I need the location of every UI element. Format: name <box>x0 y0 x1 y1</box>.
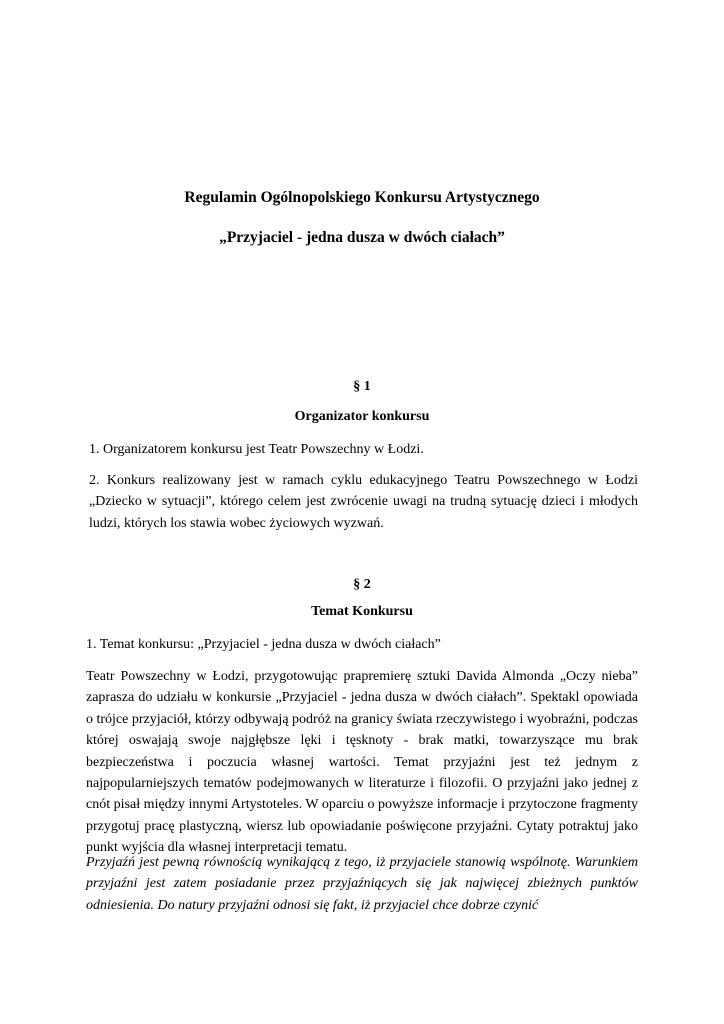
section-2-heading: Temat Konkursu <box>311 604 413 619</box>
section-1-paragraph-1: 1. Organizatorem konkursu jest Teatr Powszechny w Łodzi. <box>89 442 424 457</box>
section-2-quote: Przyjaźń jest pewną równością wynikającą z tego, iż przyjaciele stanowią wspólnotę. Warunkiem przyjaźni jest zatem posiadanie przez przyjaźniących się jak najwięcej zbieżnych punktów odniesienia. Do natury przyjaźni odnosi się fakt, iż przyjaciel chce dobrze czynić <box>86 855 638 913</box>
section-2-symbol: § 2 <box>353 577 371 592</box>
section-1-heading: Organizator konkursu <box>294 409 430 424</box>
section-1-symbol: § 1 <box>353 379 371 394</box>
section-2-paragraph-1: 1. Temat konkursu: „Przyjaciel - jedna dusza w dwóch ciałach” <box>86 637 441 652</box>
section-1-paragraph-2: 2. Konkurs realizowany jest w ramach cyklu edukacyjnego Teatru Powszechnego w Łodzi „Dziecko w sytuacji”, którego celem jest zwrócenie uwagi na trudną sytuację dzieci i młodych ludzi, których los stawia wobec życiowych wyzwań. <box>89 473 638 531</box>
document-subtitle: „Przyjaciel - jedna dusza w dwóch ciałach” <box>219 229 505 246</box>
section-2-paragraph-2: Teatr Powszechny w Łodzi, przygotowując prapremierę sztuki Davida Almonda „Oczy nieba” zaprasza do udziału w konkursie „Przyjaciel - jedna dusza w dwóch ciałach”. Spektakl opowiada o trójce przyjaciół, którzy odbywają podróż na granicy świata rzeczywistego i wyobraźni, podczas której oswajają swoje najgłębsze lęki i tęsknoty - brak matki, towarzyszące mu brak bezpieczeństwa i poczucia własnej wartości. Temat przyjaźni jest też jednym z najpopularniejszych tematów podejmowanych w literaturze i filozofii. O przyjaźni jako jednej z cnót pisał między innymi Artystoteles. W oparciu o powyższe informacje i przytoczone fragmenty przygotuj pracę plastyczną, wiersz lub opowiadanie poświęcone przyjaźni. Cytaty potraktuj jako punkt wyjścia dla własnej interpretacji tematu. <box>86 669 639 856</box>
document-title: Regulamin Ogólnopolskiego Konkursu Artystycznego <box>184 189 540 206</box>
